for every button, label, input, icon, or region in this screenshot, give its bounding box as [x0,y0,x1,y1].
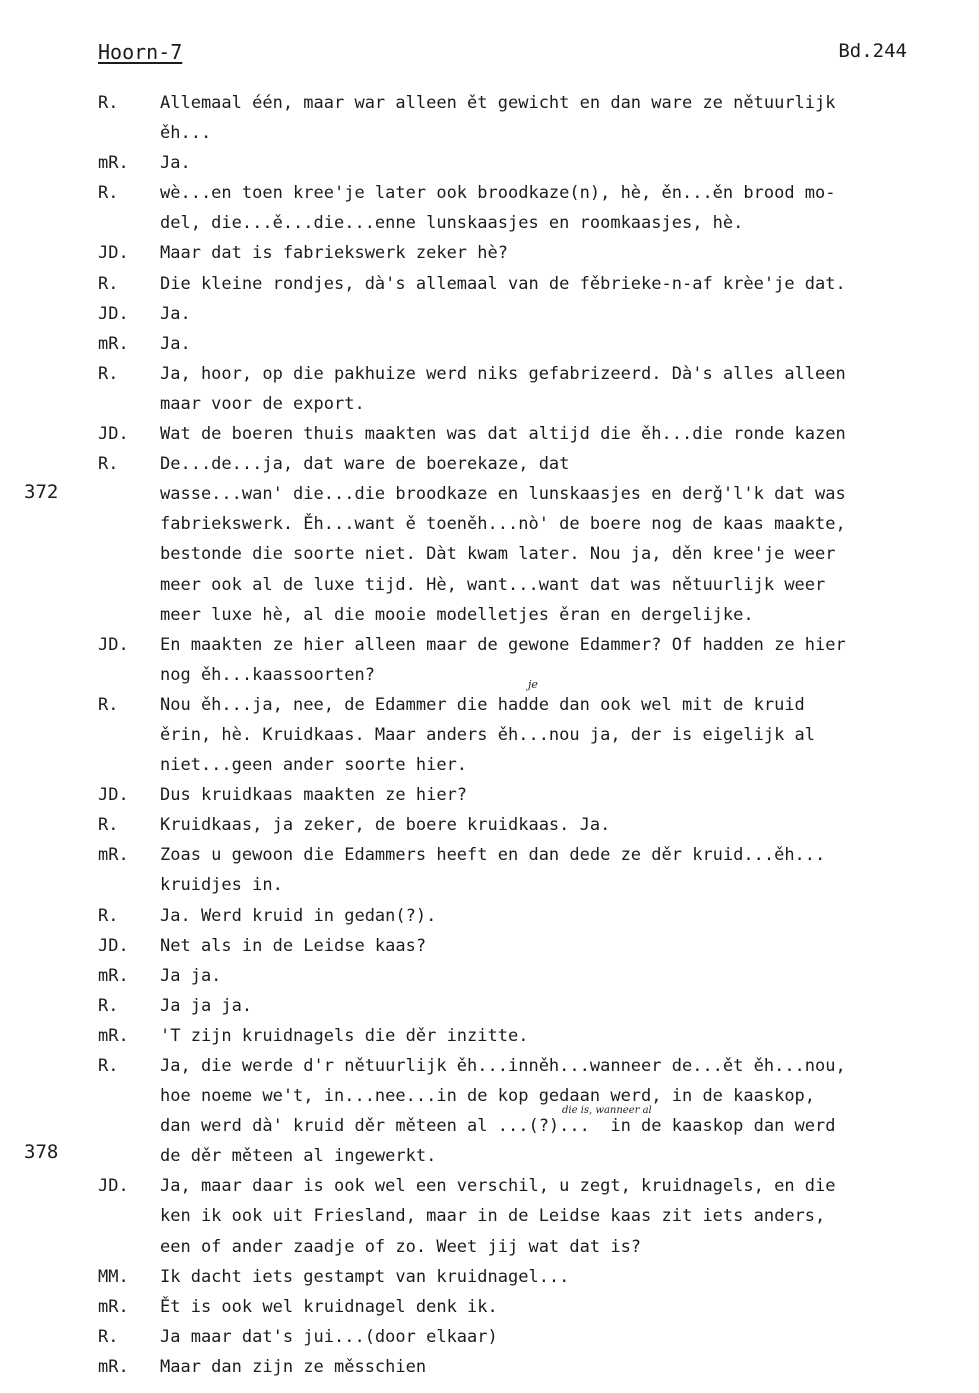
speaker-label: MM. [98,1266,129,1287]
speaker-label: R. [98,905,119,926]
speech-text [160,961,978,991]
speaker-label: JD. [98,243,129,264]
dialogue-entry [0,1352,979,1382]
handwritten-correction: je [528,678,538,691]
speech-line: Zoas u gewoon die Edammers heeft en dan dede ze děr kruid...ěh... [160,845,826,866]
speech-text [160,1262,978,1292]
speech-line: Ja, hoor, op die pakhuize werd niks gefabrizeerd. Dà's alles alleen [160,363,846,384]
speech-text [160,88,978,148]
dialogue-entry [0,810,979,840]
speech-text [160,780,978,810]
dialogue-entry [0,991,979,1021]
speech-line: dan werd dà' kruid děr měteen al ...(?)... in de kaaskop dan werd [160,1116,836,1137]
speech-text [160,449,978,630]
speech-line: fabriekswerk. Ěh...want ě toeněh...nò' de boere nog de kaas maakte, [160,514,846,535]
speech-line: bestonde die soorte niet. Dàt kwam later. Nou ja, děn kree'je weer [160,544,836,565]
speaker-label: R. [98,183,119,204]
speech-line: Ja. [160,153,191,174]
speech-line: ěrin, hè. Kruidkaas. Maar anders ěh...nou ja, der is eigelijk al [160,724,816,745]
speech-line: Ja maar dat's jui...(door elkaar) [160,1326,498,1347]
speaker-label: R. [98,1056,119,1076]
speech-text [160,630,978,690]
speaker-label: mR. [98,333,129,354]
dialogue-entry [0,1262,979,1292]
speech-line: Nou ěh...ja, nee, de Edammer die hadde dan ook wel mit de kruid [160,694,805,715]
speech-text [160,299,978,329]
handwritten-annotation: die is, wanneer al [562,1105,652,1116]
dialogue-entry [0,419,979,449]
speech-line: Dus kruidkaas maakten ze hier? [160,785,468,806]
transcript-body [0,88,979,1382]
margin-line-number: 372 [24,481,59,503]
speech-line: nog ěh...kaassoorten? [160,664,375,685]
dialogue-entry [0,1322,979,1352]
speech-line: kruidjes in. [160,875,283,896]
speech-text [160,901,978,931]
speech-text [160,1322,978,1352]
dialogue-entry [0,148,979,178]
dialogue-entry [0,88,979,148]
dialogue-entry [0,1021,979,1051]
speech-line: een of ander zaadje of zo. Weet jij wat dat is? [160,1236,642,1257]
speaker-label: R. [98,995,119,1016]
speech-text [160,359,978,419]
dialogue-entry [0,178,979,238]
speech-line: meer luxe hè, al die mooie modelletjes ěran en dergelijke. [160,604,754,625]
speech-line: niet...geen ander soorte hier. [160,755,468,776]
speech-text [160,840,978,900]
dialogue-entry [0,269,979,299]
speaker-label: mR. [98,845,129,866]
document-title: Hoorn-7 [98,40,183,64]
speech-line: Ik dacht iets gestampt van kruidnagel... [160,1266,570,1287]
speaker-label: JD. [98,1176,129,1197]
speech-text [160,931,978,961]
dialogue-entry [0,690,979,780]
speaker-label: mR. [98,965,129,986]
dialogue-entry [0,299,979,329]
speech-line: de děr měteen al ingewerkt. [160,1146,437,1167]
speech-line: De...de...ja, dat ware de boerekaze, dat [160,454,570,475]
volume-page-number: Bd.244 [838,40,907,62]
dialogue-entry [0,359,979,419]
speaker-label: R. [98,454,119,475]
dialogue-entry [0,630,979,690]
speech-line: wasse...wan' die...die broodkaze en lunskaasjes en derǧ'l'k dat was [160,484,846,505]
speech-text [160,690,978,780]
speaker-label: R. [98,694,119,715]
speech-line: Maar dan zijn ze měsschien [160,1356,427,1377]
speaker-label: JD. [98,935,129,956]
dialogue-entry [0,931,979,961]
speech-line: Ja ja. [160,965,222,986]
dialogue-entry [0,449,979,630]
speaker-label: R. [98,93,119,113]
dialogue-entry [0,901,979,931]
speech-line: wè...en toen kree'je later ook broodkaze(n), hè, ěn...ěn brood mo- [160,183,836,204]
speech-line: Ja, die werde d'r nětuurlijk ěh...inněh...wanneer de...ět ěh...nou, [160,1056,846,1076]
speech-line: Ja, maar daar is ook wel een verschil, u zegt, kruidnagels, en die [160,1176,836,1197]
speech-line: hoe noeme we't, in...nee...in de kop gedaan werd, in de kaaskop, [160,1086,816,1107]
speech-line: Ja ja ja. [160,995,253,1016]
speech-text [160,810,978,840]
speaker-label: mR. [98,1296,129,1317]
speech-line: Ja. Werd kruid in gedan(?). [160,905,437,926]
speaker-label: mR. [98,153,129,174]
speech-text [160,991,978,1021]
speech-line: Allemaal één, maar war alleen ět gewicht en dan ware ze nětuurlijk [160,93,836,113]
speech-line: Die kleine rondjes, dà's allemaal van de fěbrieke-n-af krèe'je dat. [160,273,846,294]
speaker-label: R. [98,273,119,294]
dialogue-entry [0,961,979,991]
speech-line: Wat de boeren thuis maakten was dat altijd die ěh...die ronde kazen [160,424,846,445]
speech-line: Kruidkaas, ja zeker, de boere kruidkaas. Ja. [160,815,611,836]
speaker-label: JD. [98,303,129,324]
speaker-label: R. [98,1326,119,1347]
speech-text [160,1051,978,1171]
speaker-label: R. [98,815,119,836]
speech-line: ken ik ook uit Friesland, maar in de Leidse kaas zit iets anders, [160,1206,826,1227]
dialogue-entry [0,329,979,359]
speech-line: Ja. [160,333,191,354]
speaker-label: JD. [98,785,129,806]
dialogue-entry [0,780,979,810]
speech-text [160,148,978,178]
speaker-label: JD. [98,634,129,655]
dialogue-entry [0,1292,979,1322]
speech-text [160,419,978,449]
speech-line: En maakten ze hier alleen maar de gewone Edammer? Of hadden ze hier [160,634,846,655]
speech-text [160,1352,978,1382]
speaker-label: R. [98,363,119,384]
speech-line: maar voor de export. [160,393,365,414]
speech-text [160,238,978,268]
speech-line: meer ook al de luxe tijd. Hè, want...want dat was nětuurlijk weer [160,574,826,595]
speaker-label: mR. [98,1356,129,1377]
speech-text [160,1021,978,1051]
speaker-label: mR. [98,1025,129,1046]
speech-text [160,329,978,359]
dialogue-entry [0,238,979,268]
speech-text [160,178,978,238]
speech-text [160,1171,978,1261]
speech-line: ěh... [160,123,212,144]
speech-text [160,1292,978,1322]
dialogue-entry [0,1051,979,1171]
dialogue-entry [0,840,979,900]
speech-line: Net als in de Leidse kaas? [160,935,427,956]
speech-line: 'T zijn kruidnagels die děr inzitte. [160,1025,529,1046]
speech-line: Ja. [160,303,191,324]
dialogue-entry [0,1171,979,1261]
speech-line: Maar dat is fabriekswerk zeker hè? [160,243,508,264]
speech-line: Ět is ook wel kruidnagel denk ik. [160,1296,498,1317]
speech-text [160,269,978,299]
speech-line: del, die...ě...die...enne lunskaasjes en roomkaasjes, hè. [160,213,744,234]
margin-line-number: 378 [24,1141,59,1163]
speaker-label: JD. [98,424,129,445]
